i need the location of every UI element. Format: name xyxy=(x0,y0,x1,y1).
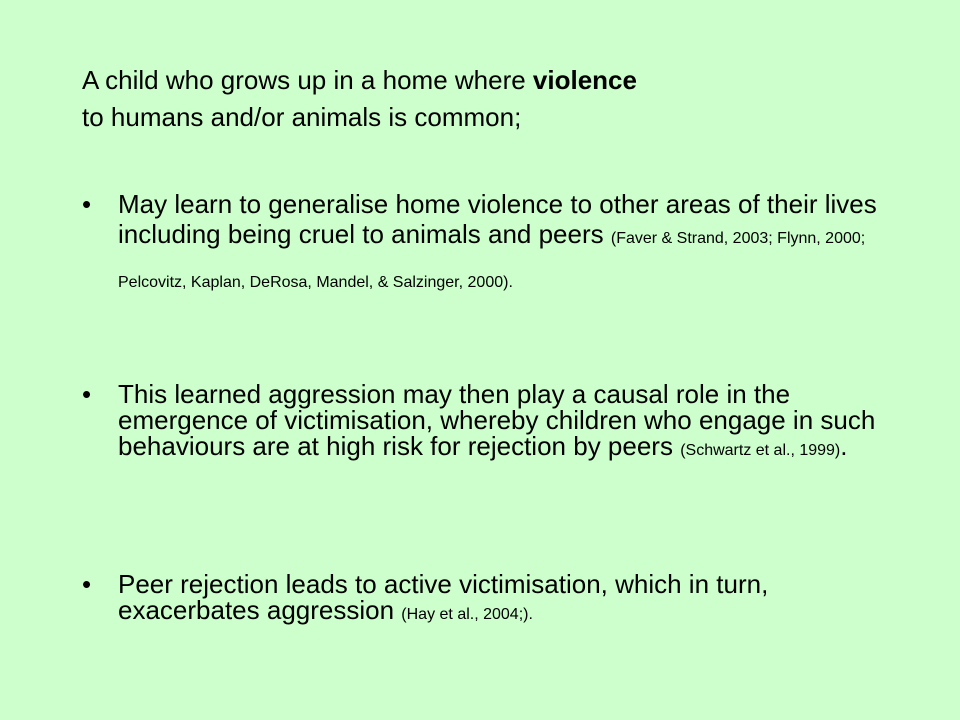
bullet-body: Peer rejection leads to active victimisation, which in turn, exacerbates aggression xyxy=(118,569,769,625)
bullet-item-learned-aggression xyxy=(82,381,882,459)
bullet-citation: (Schwartz et al., 1999) xyxy=(680,442,841,459)
bullet-trailing: . xyxy=(840,431,848,461)
bullet-symbol: • xyxy=(82,189,92,219)
bullet-item-generalise xyxy=(82,191,882,305)
intro-emphasis-violence: violence xyxy=(532,65,637,95)
bullet-item-peer-rejection xyxy=(82,571,882,623)
bullet-citation: (Faver & Strand, 2003; Flynn, 2000; Pelcovitz, Kaplan, DeRosa, Mandel, & Salzinger, 2000). xyxy=(118,230,866,291)
bullet-symbol: • xyxy=(82,379,92,409)
intro-paragraph xyxy=(82,62,902,136)
bullet-body: This learned aggression may then play a causal role in the emergence of victimisation, whereby children who engage in such behaviours are at high risk for rejection by peers xyxy=(118,379,876,461)
intro-line-1-text: A child who grows up in a home where xyxy=(82,65,533,95)
bullet-symbol: • xyxy=(82,569,92,599)
bullet-text xyxy=(118,571,882,623)
bullet-citation: (Hay et al., 2004;). xyxy=(401,606,533,623)
bullet-body: May learn to generalise home violence to other areas of their lives including being cruel to animals and peers xyxy=(118,189,877,249)
intro-line-2: to humans and/or animals is common; xyxy=(82,102,522,132)
intro-line-1 xyxy=(82,62,902,99)
bullet-text xyxy=(118,191,882,305)
bullet-text xyxy=(118,381,882,459)
